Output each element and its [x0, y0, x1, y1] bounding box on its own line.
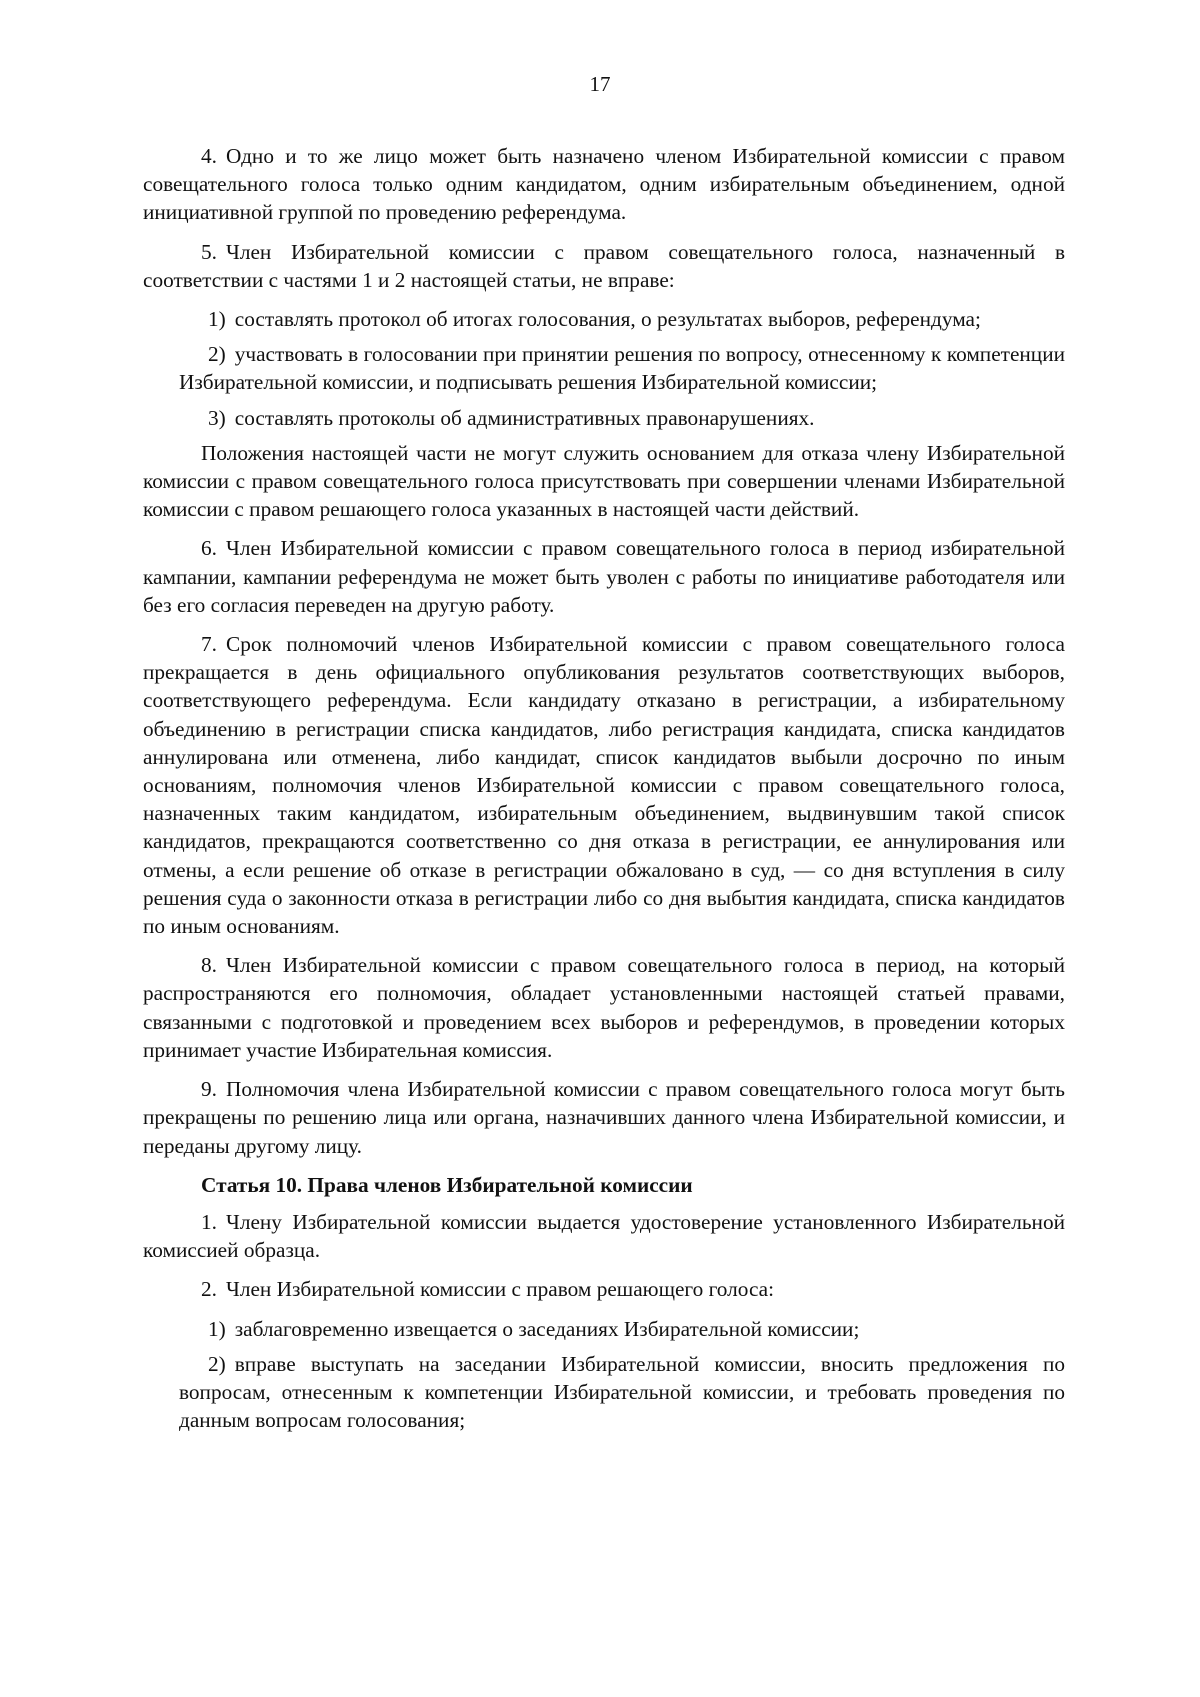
list-item [179, 305, 1065, 333]
item-number: 1. [201, 1209, 217, 1234]
item-text: Статья 10. Права членов Избирательной комиссии [201, 1172, 693, 1197]
item-text: участвовать в голосовании при принятии решения по вопросу, отнесенному к компетенции Избирательной комиссии, и подписывать решения Избирательной комиссии; [179, 342, 1065, 395]
item-text: Полномочия члена Избирательной комиссии с правом совещательного голоса могут быть прекращены по решению лица или органа, назначивших данного члена Избирательной комиссии, и переданы другому лицу. [143, 1077, 1065, 1158]
paragraph [143, 534, 1065, 619]
item-text: Положения настоящей части не могут служить основанием для отказа члену Избирательной комиссии с правом совещательного голоса присутствовать при совершении членами Избирательной комиссии с правом решающего голоса указанных в настоящей части действий. [143, 440, 1065, 522]
item-text: Члену Избирательной комиссии выдается удостоверение установленного Избирательной комиссией образца. [143, 1209, 1065, 1263]
page-number: 17 [589, 72, 611, 96]
item-number: 2) [208, 1351, 226, 1376]
item-number: 4. [201, 144, 217, 168]
paragraph [143, 439, 1065, 524]
item-text: заблаговременно извещается о заседаниях Избирательной комиссии; [234, 1316, 860, 1341]
paragraph [143, 1075, 1065, 1160]
list-item [179, 1315, 1065, 1343]
item-number: 2) [208, 342, 226, 367]
item-number: 2. [201, 1277, 217, 1302]
document-body [143, 142, 1065, 1441]
paragraph [143, 1275, 1065, 1303]
paragraph [143, 238, 1065, 294]
item-number: 3) [208, 405, 226, 430]
paragraph [143, 142, 1065, 227]
item-text: Срок полномочий членов Избирательной комиссии с правом совещательного голоса прекращается в день официального опубликования результатов соответствующих выборов, соответствующего референдума. Если кандидату отказано в регистрации, а избирательному объединению в регистрации списка кандидатов, либо регистрация кандидата, списка кандидатов аннулирована или отменена, либо кандидат, список кандидатов выбыли досрочно по иным основаниям, полномочия членов Избирательной комиссии с правом совещательного голоса, назначенных таким кандидатом, избирательным объединением, выдвинувшим такой список кандидатов, прекращаются соответственно со дня отказа в регистрации, ее аннулирования или отмены, а если решение об отказе в регистрации обжаловано в суд, — со дня вступления в силу решения суда о законности отказа в регистрации либо со дня выбытия кандидата, списка кандидатов по иным основаниям. [143, 632, 1065, 939]
item-text: Член Избирательной комиссии с правом совещательного голоса, назначенный в соответствии с частями 1 и 2 настоящей статьи, не вправе: [143, 239, 1065, 292]
item-text: Член Избирательной комиссии с правом совещательного голоса в период избирательной кампании, кампании референдума не может быть уволен с работы по инициативе работодателя или без его согласия переведен на другую работу. [143, 536, 1065, 617]
item-number: 8. [201, 953, 217, 978]
paragraph [143, 1208, 1065, 1264]
list-item [179, 404, 1065, 432]
list-item [179, 340, 1065, 396]
item-text: Одно и то же лицо может быть назначено членом Избирательной комиссии с правом совещательного голоса только одним кандидатом, одним избирательным объединением, одной инициативной группой по проведению референдума. [143, 144, 1065, 225]
item-text: вправе выступать на заседании Избирательной комиссии, вносить предложения по вопросам, отнесенным к компетенции Избирательной комиссии, и требовать проведения по данным вопросам голосования; [179, 1351, 1065, 1433]
item-text: Член Избирательной комиссии с правом совещательного голоса в период, на который распространяются его полномочия, обладает установленными настоящей статьей правами, связанными с подготовкой и проведением всех выборов и референдумов, в проведении которых принимает участие Избирательная комиссия. [143, 953, 1065, 1062]
item-text: Член Избирательной комиссии с правом решающего голоса: [225, 1277, 775, 1302]
item-number: 9. [201, 1077, 217, 1102]
item-number: 6. [201, 536, 217, 561]
item-number: 7. [201, 632, 217, 657]
item-text: составлять протоколы об административных правонарушениях. [234, 405, 815, 430]
item-number: 1) [208, 307, 226, 332]
item-text: составлять протокол об итогах голосования, о результатах выборов, референдума; [234, 307, 981, 332]
article-heading [143, 1171, 1065, 1199]
item-number: 1) [208, 1316, 226, 1341]
list-item [179, 1350, 1065, 1435]
paragraph [143, 951, 1065, 1064]
item-number: 5. [201, 239, 217, 264]
paragraph [143, 630, 1065, 940]
